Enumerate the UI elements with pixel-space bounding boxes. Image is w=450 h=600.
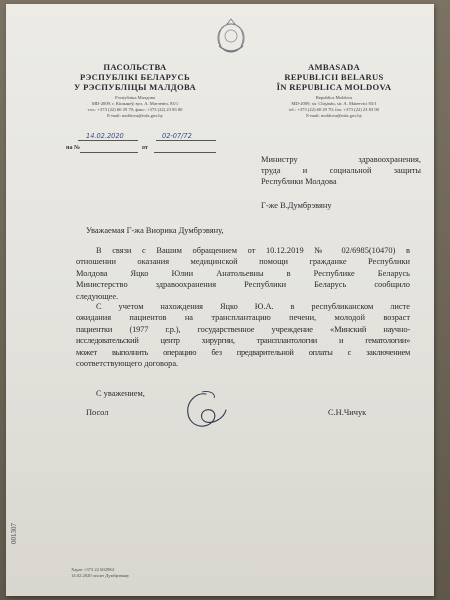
paragraph-2-line: пациентки (1977 г.р.), государственное учреждение «Минский научно- — [76, 324, 410, 334]
paragraph-2-line: исследовательский центр хирургии, трансплантологии и гематологии» — [76, 336, 410, 346]
addressee-line-3: Республики Молдова — [261, 177, 337, 187]
paragraph-1-line: В связи с Вашим обращением от 10.12.2019 № 02/6985(10470) в — [96, 246, 410, 255]
header-right-email: E-mail: moldova@mfa.gov.by — [306, 113, 362, 118]
coat-of-arms-emblem — [213, 16, 249, 56]
signer-position: Посол — [86, 408, 109, 417]
header-left-block — [54, 62, 216, 119]
footer-line-1: Харат +373 22 602984 — [71, 567, 114, 572]
paragraph-2-line: соответствующего договора. — [76, 359, 179, 369]
greeting: Уважаемая Г-жа Виорика Думбрэвяну, — [86, 226, 224, 235]
reference-block — [66, 132, 224, 156]
header-left-title-2: РЭСПУБЛІКІ БЕЛАРУСЬ — [79, 72, 191, 82]
footer-note — [71, 567, 129, 579]
paragraph-1-line: Министерство здравоохранения Республики Беларусь сообщило — [76, 280, 410, 290]
paragraph-1-line: отношении оказания медицинской помощи гражданке Республики — [76, 257, 410, 267]
header-right-address: MD-2009, str. Chişinău, str. A. Mateevici 83/1 — [291, 101, 377, 106]
paragraph-1 — [76, 245, 410, 302]
addressee-line-1: Министру здравоохранения, — [261, 155, 421, 164]
paragraph-2 — [76, 301, 410, 369]
footer-line-2: 14.02.2020 лисит Думбрэвяну — [71, 573, 130, 578]
header-right-country: Republica Moldova — [315, 95, 353, 100]
header-left-email: E-mail: moldova@mfa.gov.by — [107, 113, 163, 118]
header-left-country: Рэспубліка Малдова — [115, 95, 155, 100]
paragraph-2-line: ожидания пациентов на трансплантацию печени, молодой возраст — [76, 313, 410, 323]
header-right-title-1: AMBASADA — [307, 62, 361, 72]
reference-number-label: на № — [66, 145, 80, 151]
header-left-title-3: У РЭСПУБЛІЦЫ МАЛДОВА — [74, 82, 196, 92]
header-left-phone: тэл.: +373 (22) 60 29 70; факс: +373 (22) 23 83 00 — [87, 107, 183, 112]
handwritten-signature — [176, 388, 236, 434]
header-left-title-1: ПАСОЛЬСТВА — [103, 62, 167, 72]
paragraph-1-line: Молдова Яцко Юлии Анатольевны в Республике Беларусь — [76, 268, 410, 278]
header-right-phone: tel.: +373 (22) 60 29 70; fax: +373 (22) 23 83 00 — [289, 107, 379, 112]
closing: С уважением, — [96, 389, 145, 398]
reference-date: 14.02.2020 — [86, 132, 124, 140]
addressee-line-2: труда и социальной защиты — [261, 166, 421, 176]
reference-from-label: от — [142, 145, 148, 151]
header-left-address: MD-2009, г. Кішынеў, вул. А. Матэевіч, 83/1 — [91, 101, 179, 106]
paragraph-2-line: может выполнить операцию без предварительной оплаты с заключением — [76, 347, 410, 357]
reference-number: 02-07/72 — [162, 132, 192, 140]
header-right-title-2: REPUBLICII BELARUS — [284, 72, 384, 82]
addressee-name: Г-же В.Думбрэвяну — [261, 201, 332, 210]
paragraph-2-line: С учетом нахождения Яцко Ю.А. в республиканском листе — [96, 302, 410, 311]
letter-page — [6, 4, 434, 596]
signer-name: С.Н.Чичук — [328, 408, 367, 417]
header-right-title-3: ÎN REPUBLICA MOLDOVA — [276, 82, 392, 92]
serial-number: 001307 — [10, 523, 18, 544]
addressee-block — [261, 154, 421, 188]
paragraph-1-line: следующее. — [76, 291, 119, 301]
header-right-block — [246, 62, 422, 119]
